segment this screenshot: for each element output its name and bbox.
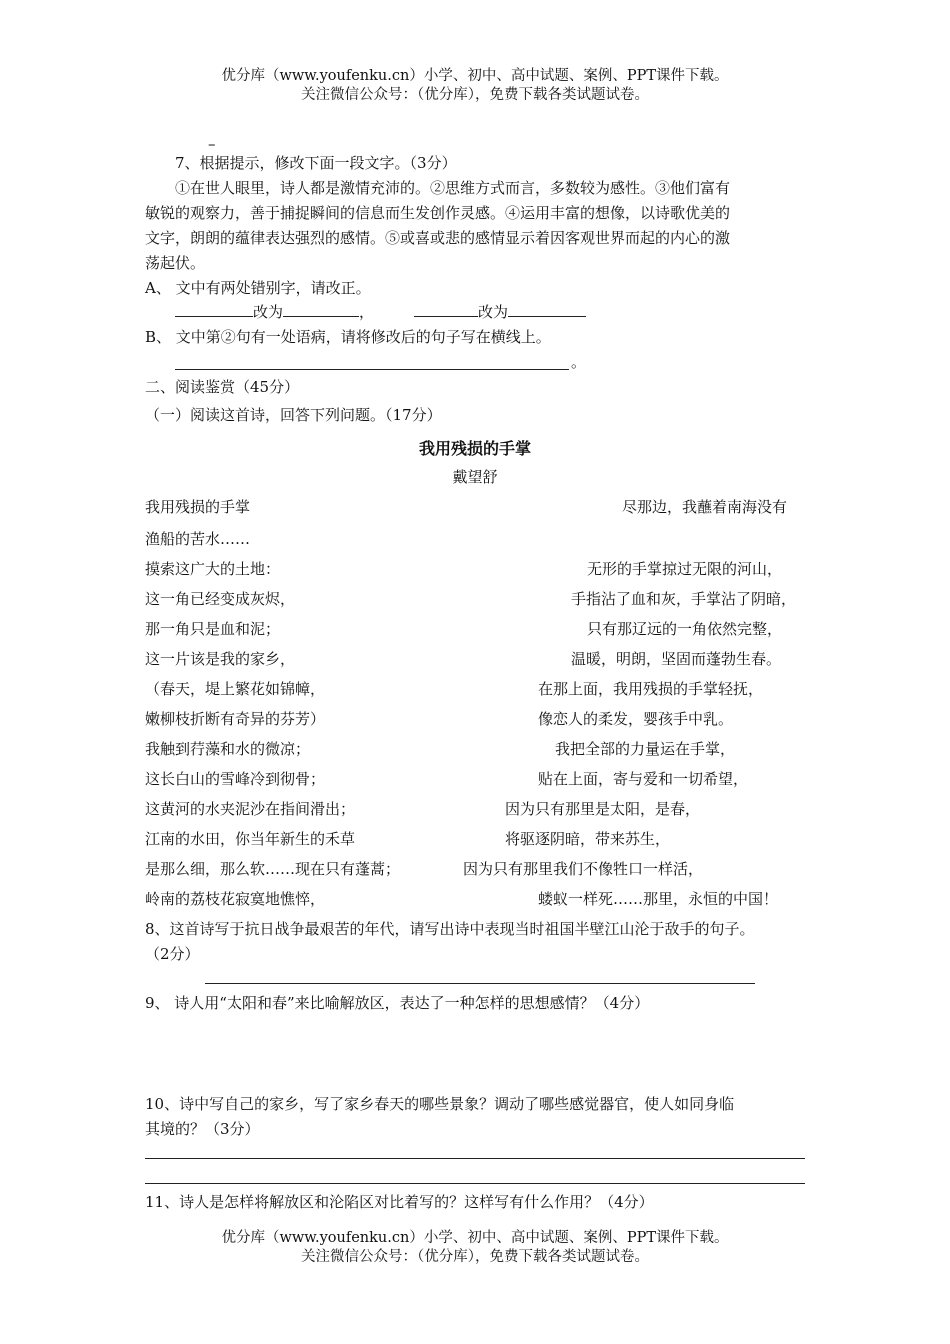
q7-passage-line2: 敏锐的观察力，善于捕捉瞬间的信息而生发创作灵感。④运用丰富的想像，以诗歌优美的 xyxy=(145,204,731,222)
poem-right-line: 我把全部的力量运在手掌， xyxy=(555,740,736,758)
q11-question: 11、诗人是怎样将解放区和沦陷区对比着写的？这样写有什么作用？（4分） xyxy=(145,1193,654,1211)
page-header-line2: 关注微信公众号：（优分库），免费下载各类试题试卷。 xyxy=(301,87,649,103)
q10-answer-line[interactable] xyxy=(145,1183,805,1184)
q10-line1: 10、诗中写自己的家乡，写了家乡春天的哪些景象？调动了哪些感觉器官，使人如同身临 xyxy=(145,1095,735,1113)
section2-subtitle: （一）阅读这首诗，回答下列问题。（17分） xyxy=(145,406,442,424)
poem-left-line: 这黄河的水夹泥沙在指间滑出； xyxy=(145,800,356,818)
page-header-line1: 优分库（www.youfenku.cn）小学、初中、高中试题、案例、PPT课件下载。 xyxy=(221,68,729,84)
poem-right-line: 温暖，明朗，坚固而蓬勃生春。 xyxy=(571,650,782,668)
poem-left-line: 我触到荇藻和水的微凉； xyxy=(145,740,311,758)
q7-b-label: B、 文中第②句有一处语病，请将修改后的句子写在横线上。 xyxy=(145,328,551,346)
poem-left-line: 江南的水田，你当年新生的禾草 xyxy=(145,830,356,848)
poem-right-line: 像恋人的柔发，婴孩手中乳。 xyxy=(538,710,734,728)
change-to-label: 改为 xyxy=(478,303,509,321)
stray-mark: – xyxy=(208,135,216,153)
q7-passage-line1: ①在世人眼里，诗人都是激情充沛的。②思维方式而言，多数较为感性。③他们富有 xyxy=(175,179,731,197)
q8-answer-line[interactable] xyxy=(205,983,755,984)
poem-right-line: 因为只有那里是太阳，是春， xyxy=(505,800,701,818)
poem-right-line: 将驱逐阴暗，带来苏生， xyxy=(505,830,671,848)
answer-blank[interactable] xyxy=(283,302,359,317)
answer-blank[interactable] xyxy=(175,302,253,317)
poem-left-line: 我用残损的手掌 xyxy=(145,498,251,516)
answer-blank[interactable] xyxy=(508,302,586,317)
poem-right-line: 蝼蚁一样死……那里，永恒的中国！ xyxy=(538,890,779,908)
poem-left-line: 渔船的苦水…… xyxy=(145,530,251,548)
poem-author: 戴望舒 xyxy=(452,468,498,486)
poem-right-line: 无形的手掌掠过无限的河山， xyxy=(587,560,783,578)
q8-line2: （2分） xyxy=(145,945,200,963)
page-footer-line1: 优分库（www.youfenku.cn）小学、初中、高中试题、案例、PPT课件下载。 xyxy=(221,1230,729,1246)
section2-title: 二、阅读鉴赏（45分） xyxy=(145,378,300,396)
poem-title: 我用残损的手掌 xyxy=(418,439,531,458)
q7-passage-line3: 文字，朗朗的蕴律表达强烈的感情。⑤或喜或悲的感情显示着因客观世界而起的内心的激 xyxy=(145,229,731,247)
poem-right-line: 尽那边，我蘸着南海没有 xyxy=(622,498,788,516)
poem-left-line: 嫩柳枝折断有奇异的芬芳） xyxy=(145,710,326,728)
q10-answer-line[interactable] xyxy=(145,1158,805,1159)
poem-right-line: 贴在上面，寄与爱和一切希望， xyxy=(538,770,749,788)
q7-a-label: A、 文中有两处错别字，请改正。 xyxy=(145,279,371,297)
poem-left-line: 摸索这广大的土地： xyxy=(145,560,281,578)
q8-line1: 8、这首诗写于抗日战争最艰苦的年代，请写出诗中表现当时祖国半壁江山沦于敌手的句子。 xyxy=(145,920,755,938)
poem-right-line: 在那上面，我用残损的手掌轻抚， xyxy=(538,680,764,698)
change-to-label: 改为 xyxy=(253,303,284,321)
poem-left-line: 这一角已经变成灰烬， xyxy=(145,590,296,608)
poem-left-line: 那一角只是血和泥； xyxy=(145,620,281,638)
q7-b-answer-line[interactable] xyxy=(175,369,569,370)
q7-b-period: 。 xyxy=(571,353,587,371)
page-footer-line2: 关注微信公众号：（优分库），免费下载各类试题试卷。 xyxy=(301,1249,649,1265)
poem-left-line: （春天，堤上繁花如锦幛， xyxy=(145,680,326,698)
q7-title: 7、根据提示，修改下面一段文字。（3分） xyxy=(175,154,457,172)
poem-left-line: 这长白山的雪峰冷到彻骨； xyxy=(145,770,326,788)
poem-right-line: 只有那辽远的一角依然完整， xyxy=(587,620,783,638)
answer-blank[interactable] xyxy=(414,302,478,317)
q9-question: 9、 诗人用“太阳和春”来比喻解放区，表达了一种怎样的思想感情？（4分） xyxy=(145,994,650,1012)
poem-left-line: 这一片该是我的家乡， xyxy=(145,650,296,668)
q7-passage-line4: 荡起伏。 xyxy=(145,254,206,272)
poem-left-line: 岭南的荔枝花寂寞地憔悴， xyxy=(145,890,326,908)
poem-right-line: 因为只有那里我们不像牲口一样活， xyxy=(463,860,704,878)
poem-left-line: 是那么细，那么软……现在只有蓬蒿； xyxy=(145,860,401,878)
q10-line2: 其境的？（3分） xyxy=(145,1120,260,1138)
q7-a-answer-row xyxy=(175,302,586,322)
comma: ， xyxy=(359,303,375,321)
poem-right-line: 手指沾了血和灰，手掌沾了阴暗， xyxy=(571,590,797,608)
